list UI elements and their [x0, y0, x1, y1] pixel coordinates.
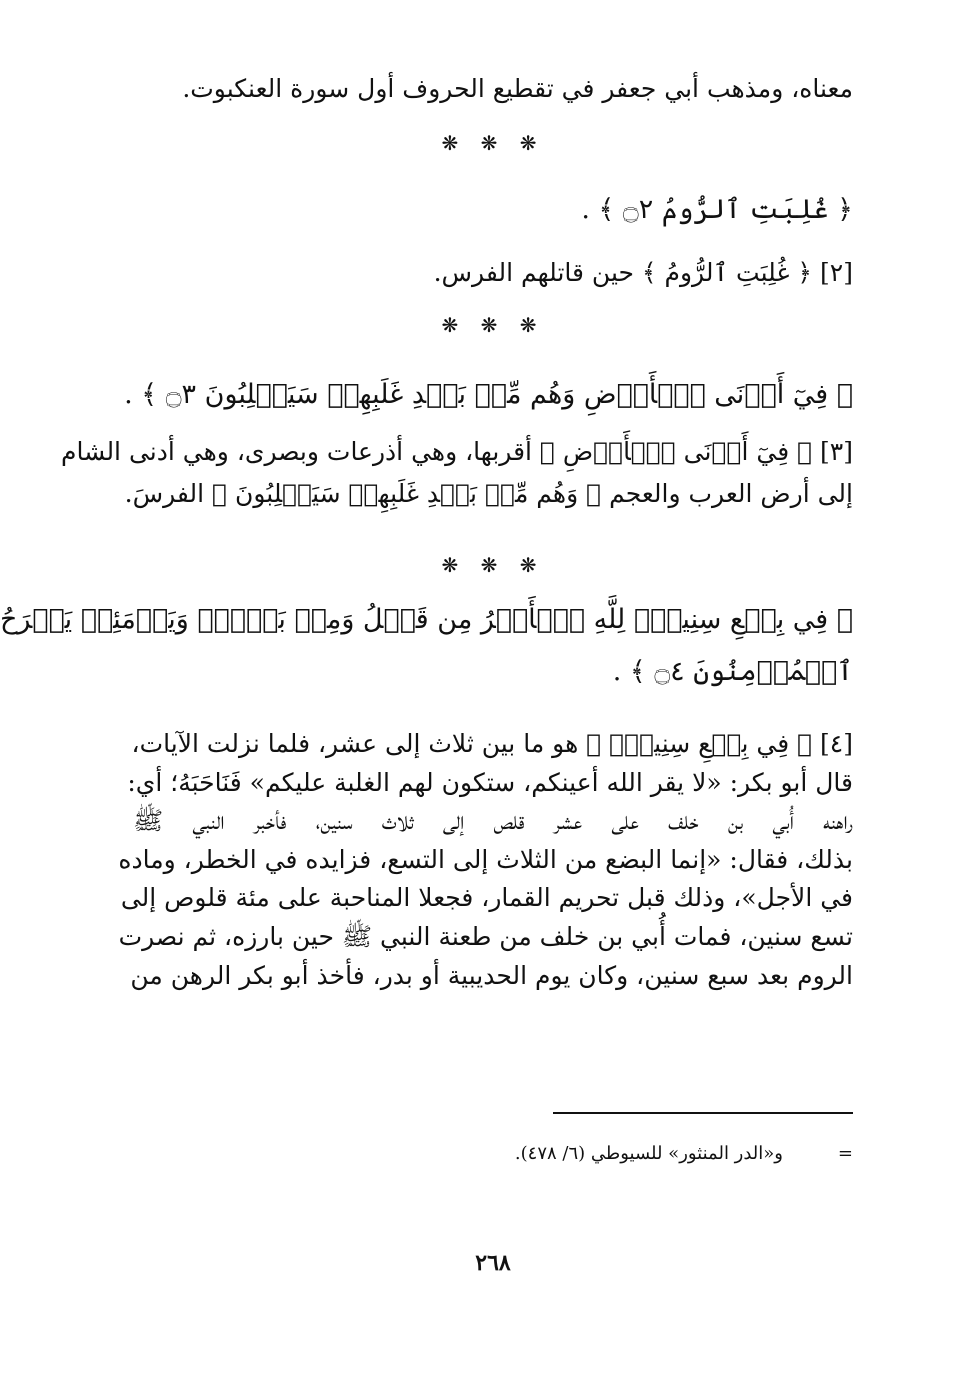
text-line: راهنه أُبي بن خلف على عشر قلص إلى ثلاث سنين، فأخبر النبي ﷺ	[133, 806, 853, 836]
separator-stars	[133, 550, 853, 580]
text-line: بذلك، فقال: «إنما البضع من الثلاث إلى التسع، فزايده في الخطر، وماده	[118, 844, 853, 874]
footnote-marker: =	[837, 1143, 853, 1164]
footnote-divider	[553, 1112, 853, 1114]
commentary-2	[133, 256, 853, 290]
text-line: الروم بعد سبع سنين، وكان يوم الحديبية أو بدر، فأخذ أبو بكر الرهن من	[130, 960, 853, 990]
footnote-text: و«الدر المنثور» للسيوطي (٦/ ٤٧٨).	[514, 1143, 783, 1164]
quran-verse: ﴿ فِيٓ أَدۡنَى ٱلۡأَرۡضِ وَهُم مِّنۢ بَعۡدِ غَلَبِهِمۡ سَيَغۡلِبُونَ ۝٣ ﴾ .	[124, 379, 853, 410]
page-body	[0, 60, 853, 1360]
commentary-4	[118, 725, 853, 995]
text-line: تسع سنين، فمات أُبي بن خلف من طعنة النبي ﷺ حين بارزه، ثم نصرت	[118, 921, 853, 951]
text-line: [٢] ﴿ غُلِبَتِ ٱلرُّومُ ﴾ حين قاتلهم الفرس.	[433, 258, 853, 287]
verse-3	[124, 375, 853, 415]
text-line: [٤] ﴿ فِي بِضۡعِ سِنِينَۗ ﴾ هو ما بين ثلاث إلى عشر، فلما نزلت الآيات،	[131, 729, 853, 758]
paragraph-intro	[133, 72, 853, 106]
page-number: ٢٦٨	[475, 1250, 511, 1276]
stars-ornament: ❋ ❋ ❋	[441, 313, 545, 337]
footnote	[133, 1140, 853, 1168]
verse-4	[0, 600, 853, 692]
quran-verse: ﴿ غُلِبَتِ ٱلرُّومُ ۝٢ ﴾ .	[581, 194, 853, 225]
stars-ornament: ❋ ❋ ❋	[441, 131, 545, 155]
text-line: معناه، ومذهب أبي جعفر في تقطيع الحروف أول سورة العنكبوت.	[182, 74, 853, 103]
quran-verse: ٱلۡمُؤۡمِنُونَ ۝٤ ﴾ .	[612, 656, 853, 687]
text-line: [٣] ﴿ فِيٓ أَدۡنَى ٱلۡأَرۡضِ ﴾ أقربها، وهي أذرعات وبصرى، وهي أدنى الشام	[61, 437, 853, 466]
verse-2	[133, 190, 853, 230]
quran-verse: ﴿ فِي بِضۡعِ سِنِينَۗ لِلَّهِ ٱلۡأَمۡرُ مِن قَبۡلُ وَمِنۢ بَعۡدُۚ وَيَوۡمَئِذٖ يَفۡرَحُ	[0, 604, 853, 635]
text-line: في الأجل»، وذلك قبل تحريم القمار، فجعلا المناحبة على مئة قلوص إلى	[120, 883, 853, 913]
text-line: قال أبو بكر: «لا يقر الله أعينكم، ستكون لهم الغلبة عليكم» فَنَاحَبَهُ؛ أي:	[127, 767, 853, 797]
text-line: إلى أرض العرب والعجم ﴿ وَهُم مِّنۢ بَعۡدِ غَلَبِهِمۡ سَيَغۡلِبُونَ ﴾ الفرسَ.	[124, 479, 853, 508]
stars-ornament: ❋ ❋ ❋	[441, 553, 545, 577]
separator-stars	[133, 310, 853, 340]
separator-stars	[133, 128, 853, 158]
commentary-3	[61, 435, 853, 511]
